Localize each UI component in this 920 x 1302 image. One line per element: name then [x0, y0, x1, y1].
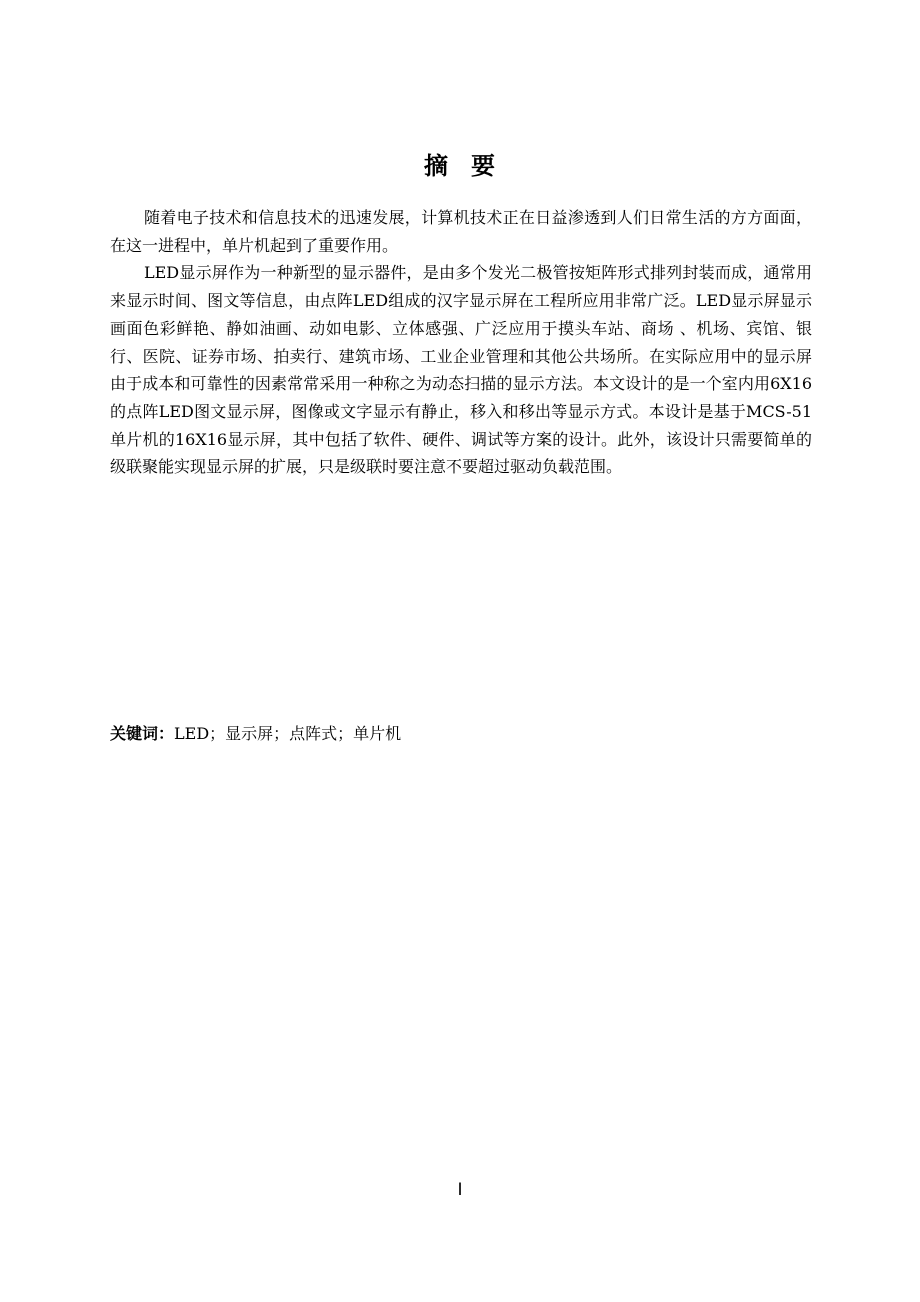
keywords-line	[110, 720, 812, 748]
abstract-title-part1: 摘	[424, 152, 449, 180]
abstract-title	[0, 148, 920, 184]
keywords-label: 关键词：	[110, 724, 175, 743]
page-number: I	[457, 1180, 463, 1200]
abstract-paragraph-1: 随着电子技术和信息技术的迅速发展，计算机技术正在日益渗透到人们日常生活的方方面面，在这一进程中，单片机起到了重要作用。	[110, 208, 812, 255]
abstract-paragraph-2: LED显示屏作为一种新型的显示器件，是由多个发光二极管按矩阵形式排列封装而成，通常用来显示时间、图文等信息，由点阵LED组成的汉字显示屏在工程所应用非常广泛。LED显示屏显示画面色彩鲜艳、静如油画、动如电影、立体感强、广泛应用于摸头车站、商场 、机场、宾馆、银行、医院、证券市场、拍卖行、建筑市场、工业企业管理和其他公共场所。在实际应用中的显示屏由于成本和可靠性的因素常常采用一种称之为动态扫描的显示方法。本文设计的是一个室内用6X16的点阵LED图文显示屏，图像或文字显示有静止，移入和移出等显示方式。本设计是基于MCS-51单片机的16X16显示屏，其中包括了软件、硬件、调试等方案的设计。此外，该设计只需要简单的级联聚能实现显示屏的扩展，只是级联时要注意不要超过驱动负载范围。	[110, 263, 812, 477]
abstract-body	[110, 204, 812, 481]
abstract-title-part2: 要	[471, 152, 496, 180]
keywords-value: LED；显示屏；点阵式；单片机	[174, 724, 402, 743]
